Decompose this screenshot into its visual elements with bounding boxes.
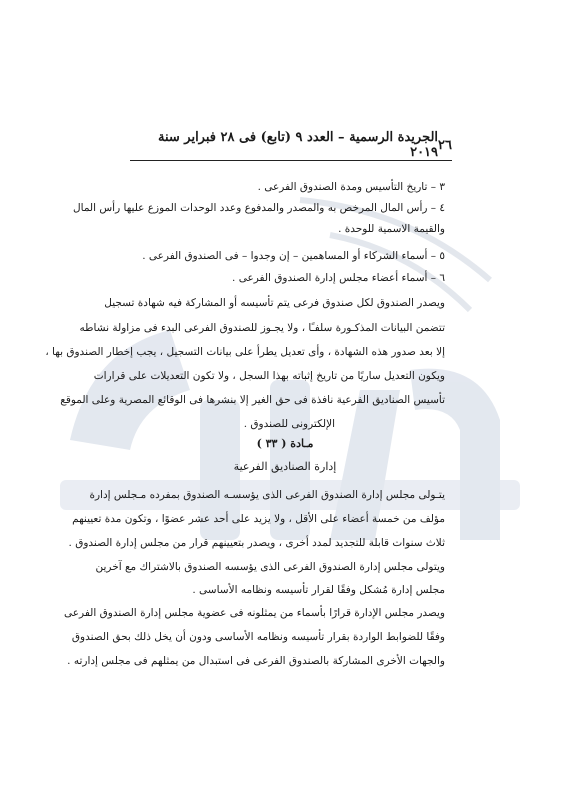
list-item: ٣ – تاريخ التأسيس ومدة الصندوق الفرعى . xyxy=(257,181,445,193)
gazette-title: الجريدة الرسمية – العدد ٩ (تابع) فى ٢٨ فبراير سنة ٢٠١٩ xyxy=(157,130,439,160)
paragraph-line: والجهات الأخرى المشاركة بالصندوق الفرعى فى استبدال من يمثلهم فى مجلس إدارته . xyxy=(67,655,445,667)
paragraph-line: مجلس إدارة مُشكل وفقًا لقرار تأسيسه ونظامه الأساسى . xyxy=(192,584,445,596)
paragraph-line: ويتولى مجلس إدارة الصندوق الفرعى الذى يؤسسه الصندوق بالاشتراك مع آخرين xyxy=(95,561,445,573)
paragraph-line: ثلاث سنوات قابلة للتجديد لمدد أخرى ، ويصدر بتعيينهم قرار من مجلس إدارة الصندوق . xyxy=(68,537,445,549)
header-divider xyxy=(130,160,452,161)
paragraph-line: ويصدر الصندوق لكل صندوق فرعى يتم تأسيسه أو المشاركة فيه شهادة تسجيل xyxy=(104,297,445,309)
list-item: ٦ – أسماء أعضاء مجلس إدارة الصندوق الفرعى . xyxy=(232,272,445,284)
paragraph-line: ويكون التعديل ساريًا من تاريخ إثباته بهذا السجل ، ولا تكون التعديلات على قرارات xyxy=(93,370,445,382)
article-number: مـادة ( ٣٣ ) xyxy=(256,437,314,450)
list-item: ٥ – أسماء الشركاء أو المساهمين – إن وجدوا – فى الصندوق الفرعى . xyxy=(142,250,445,262)
paragraph-line: الإلكترونى للصندوق . xyxy=(243,418,335,430)
paragraph-line: ويصدر مجلس الإدارة قرارًا بأسماء من يمثلونه فى عضوية مجلس إدارة الصندوق الفرعى xyxy=(64,607,445,619)
page-number: ٢٦ xyxy=(438,137,452,153)
page-header xyxy=(130,130,452,160)
article-title: إدارة الصناديق الفرعية xyxy=(233,460,337,473)
paragraph-line: تأسيس الصناديق الفرعية نافذة فى حق الغير إلا بنشرها فى الوقائع المصرية وعلى الموقع xyxy=(60,394,445,406)
list-item: ٤ – رأس المال المرخص به والمصدر والمدفوع وعدد الوحدات الموزع عليها رأس المال xyxy=(73,202,445,214)
paragraph-line: وفقًا للضوابط الواردة بقرار تأسيسه ونظامه الأساسى ودون أن يخل ذلك بحق الصندوق xyxy=(71,631,445,643)
paragraph-line: مؤلف من خمسة أعضاء على الأقل ، ولا يزيد على أحد عشر عضوًا ، وتكون مدة تعيينهم xyxy=(72,513,445,525)
list-item-continuation: والقيمة الاسمية للوحدة . xyxy=(338,223,445,235)
paragraph-line: تتضمن البيانات المذكـورة سلفـًا ، ولا يجـوز للصندوق الفرعى البدء فى مزاولة نشاطه xyxy=(79,322,445,334)
paragraph-line: يتـولى مجلس إدارة الصندوق الفرعى الذى يؤسسـه الصندوق بمفرده مـجلس إدارة xyxy=(89,489,445,501)
paragraph-line: إلا بعد صدور هذه الشهادة ، وأى تعديل يطرأ على بيانات التسجيل ، يجب إخطار الصندوق بها ، xyxy=(45,346,445,358)
